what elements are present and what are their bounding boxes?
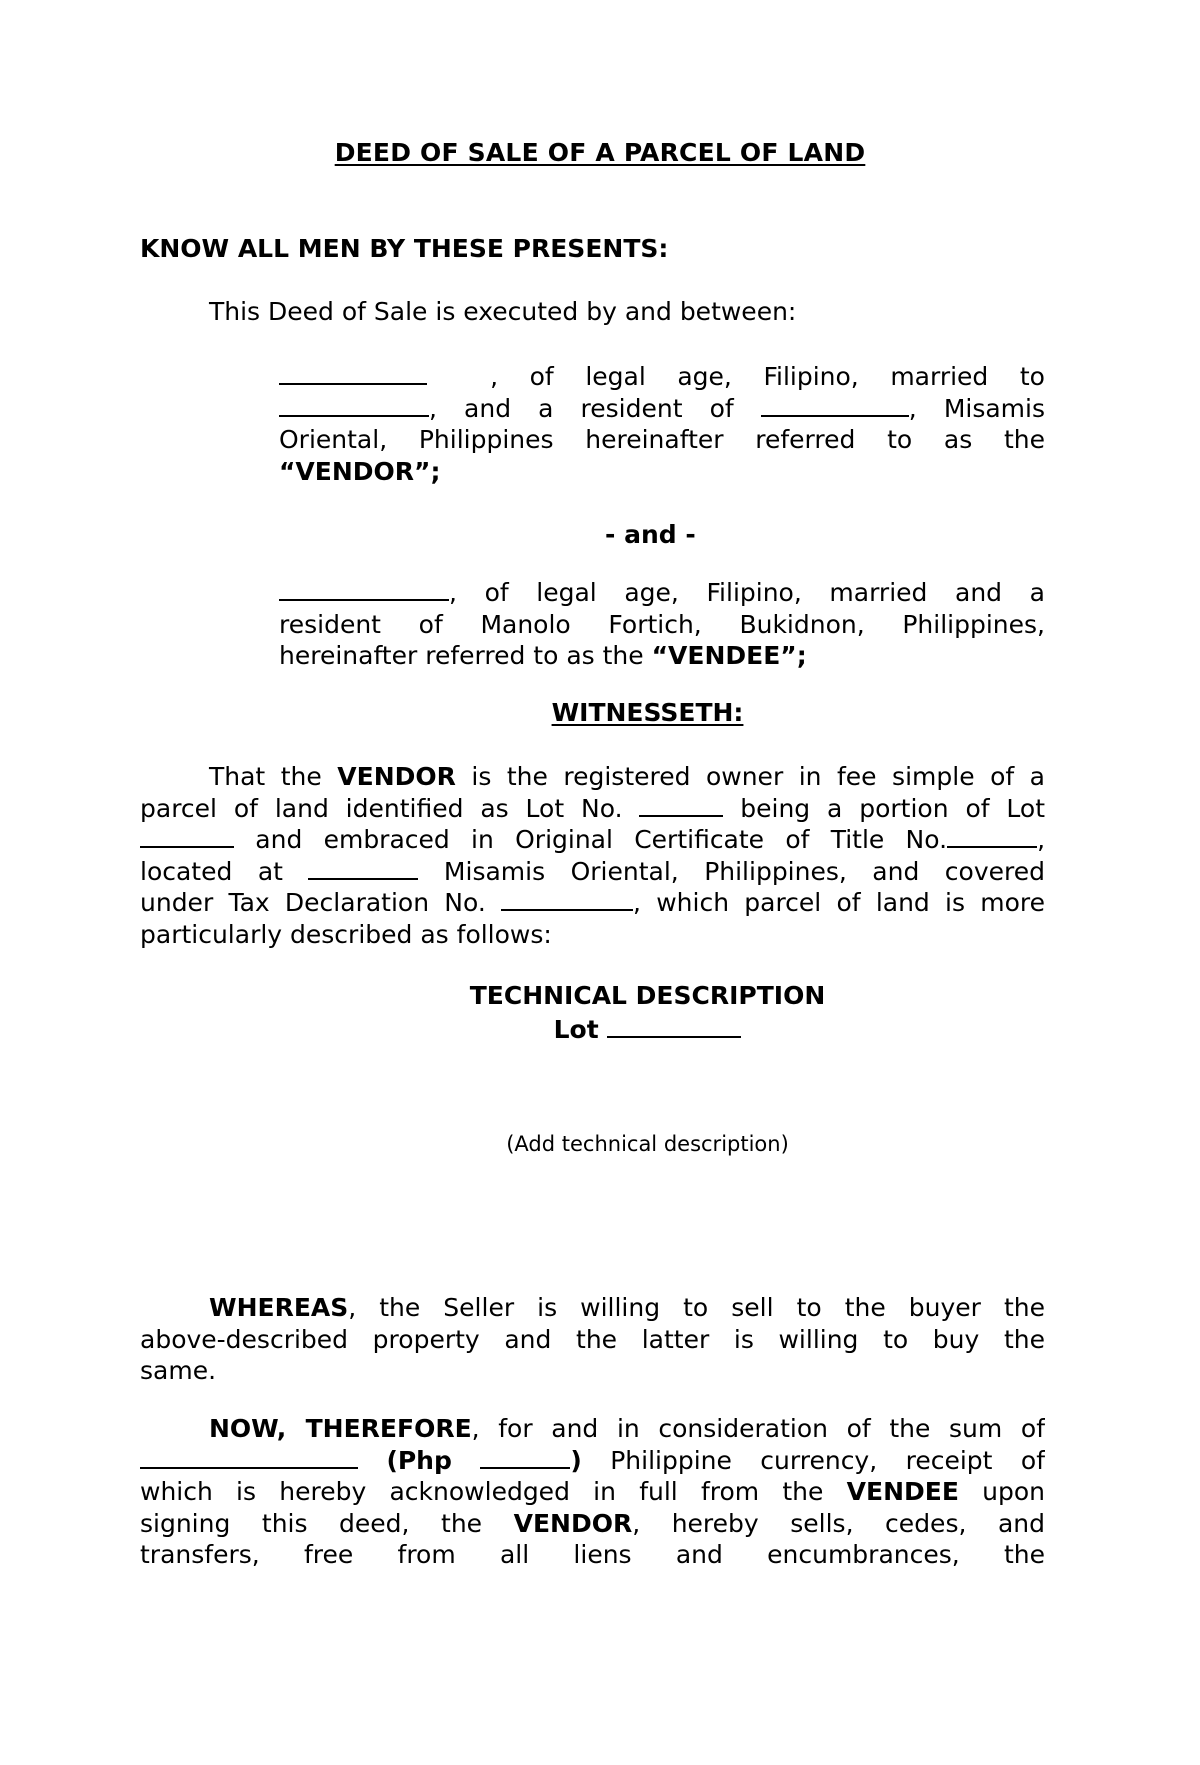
- word: of: [529, 362, 554, 391]
- text: signing this deed, the: [140, 1508, 514, 1538]
- word: married: [890, 362, 989, 391]
- now-line-5: transfers, free from all liens and encumbrances, the: [140, 1540, 1045, 1569]
- text: upon: [958, 1477, 1045, 1506]
- text: , for and in consideration of the sum of: [471, 1414, 1045, 1443]
- owner-line-3: [140, 824, 1045, 856]
- vendee-label: “VENDEE”;: [651, 641, 807, 670]
- paren: ): [570, 1445, 582, 1475]
- text: That the: [209, 762, 338, 791]
- vendor-label: VENDOR: [337, 762, 456, 791]
- php-label: (Php: [386, 1445, 452, 1475]
- resident-text: , and a resident of: [429, 393, 734, 423]
- vendor-line-3: Oriental, Philippines hereinafter referred to as the: [279, 425, 1045, 454]
- vendee-name-blank: [279, 577, 449, 601]
- text: under Tax Declaration No.: [140, 888, 486, 917]
- document-title: DEED OF SALE OF A PARCEL OF LAND: [334, 138, 866, 167]
- misamis-text: , Misamis: [908, 393, 1045, 423]
- text: is the registered owner in fee simple of a: [455, 762, 1045, 791]
- text: which is hereby acknowledged in full from the: [140, 1477, 847, 1506]
- now-line-2: [140, 1445, 1045, 1477]
- whereas-label: WHEREAS: [209, 1293, 349, 1322]
- vendor-name-blank: [279, 361, 427, 385]
- text: being a portion of Lot: [740, 793, 1045, 823]
- now-line-4: [140, 1508, 1045, 1540]
- word: to: [1019, 362, 1045, 391]
- vendee-line-2: resident of Manolo Fortich, Bukidnon, Philippines,: [279, 609, 1045, 639]
- text: and embraced in Original Certificate of Title No.: [255, 825, 948, 854]
- vendor-line-1: [279, 361, 1045, 393]
- location-blank: [308, 856, 418, 880]
- whereas-line-2: above-described property and the latter is willing to buy the: [140, 1324, 1045, 1354]
- oct-number-blank: [947, 824, 1037, 848]
- portion-lot-blank: [140, 824, 234, 848]
- now-line-3: [140, 1476, 1045, 1508]
- owner-line-4: [140, 856, 1045, 888]
- sum-amount-blank: [480, 1445, 570, 1469]
- vendee-line-3: [279, 640, 1045, 672]
- text: , the Seller is willing to sell to the buyer the: [348, 1293, 1045, 1322]
- text: Philippine currency, receipt of: [610, 1445, 1045, 1475]
- now-therefore-paragraph: [140, 1413, 1045, 1571]
- sum-words-blank: [140, 1445, 358, 1469]
- owner-line-6: particularly described as follows:: [140, 919, 552, 949]
- whereas-paragraph: [140, 1292, 1045, 1387]
- owner-paragraph: [140, 761, 1045, 950]
- whereas-line-3: same.: [140, 1356, 217, 1385]
- lot-heading-blank: [607, 1014, 741, 1038]
- owner-line-1: [140, 761, 1045, 793]
- text: ,: [1037, 825, 1045, 854]
- know-all-heading: KNOW ALL MEN BY THESE PRESENTS:: [140, 234, 669, 263]
- tax-declaration-blank: [501, 887, 633, 911]
- technical-description-heading: TECHNICAL DESCRIPTION: [469, 981, 826, 1010]
- vendee-line-1: [279, 577, 1045, 609]
- vendor-line-4: “VENDOR”;: [279, 456, 441, 486]
- lot-number-blank: [639, 793, 723, 817]
- owner-line-2: [140, 793, 1045, 825]
- residence-blank: [761, 393, 909, 417]
- vendor-label: VENDOR: [513, 1508, 633, 1538]
- text: parcel of land identified as Lot No.: [140, 793, 623, 823]
- lot-heading: [0, 1014, 1200, 1046]
- add-technical-description: (Add technical description): [506, 1132, 789, 1156]
- comma: ,: [490, 362, 499, 391]
- text: , which parcel of land is more: [633, 888, 1045, 917]
- vendee-line-3-text: hereinafter referred to as the: [279, 641, 652, 670]
- vendee-label: VENDEE: [846, 1477, 959, 1506]
- vendor-line-2: [279, 393, 1045, 425]
- text: located at: [140, 856, 283, 886]
- word: age,: [677, 362, 732, 391]
- witnesseth-heading: WITNESSETH:: [551, 698, 744, 727]
- vendee-line-1-text: , of legal age, Filipino, married and a: [449, 578, 1045, 607]
- now-line-1: [140, 1413, 1045, 1445]
- whereas-line-1: [140, 1292, 1045, 1324]
- text: Misamis Oriental, Philippines, and covered: [443, 856, 1045, 886]
- spouse-name-blank: [279, 393, 429, 417]
- word: legal: [585, 362, 646, 391]
- text: , hereby sells, cedes, and: [632, 1508, 1045, 1538]
- lot-label: Lot: [553, 1015, 599, 1044]
- vendee-paragraph: [279, 577, 1045, 672]
- now-therefore-label: NOW, THEREFORE: [209, 1414, 472, 1443]
- executed-line: This Deed of Sale is executed by and between:: [209, 297, 797, 326]
- vendor-paragraph: [279, 361, 1045, 487]
- and-separator: - and -: [605, 520, 696, 549]
- word: Filipino,: [763, 362, 859, 391]
- owner-line-5: [140, 887, 1045, 919]
